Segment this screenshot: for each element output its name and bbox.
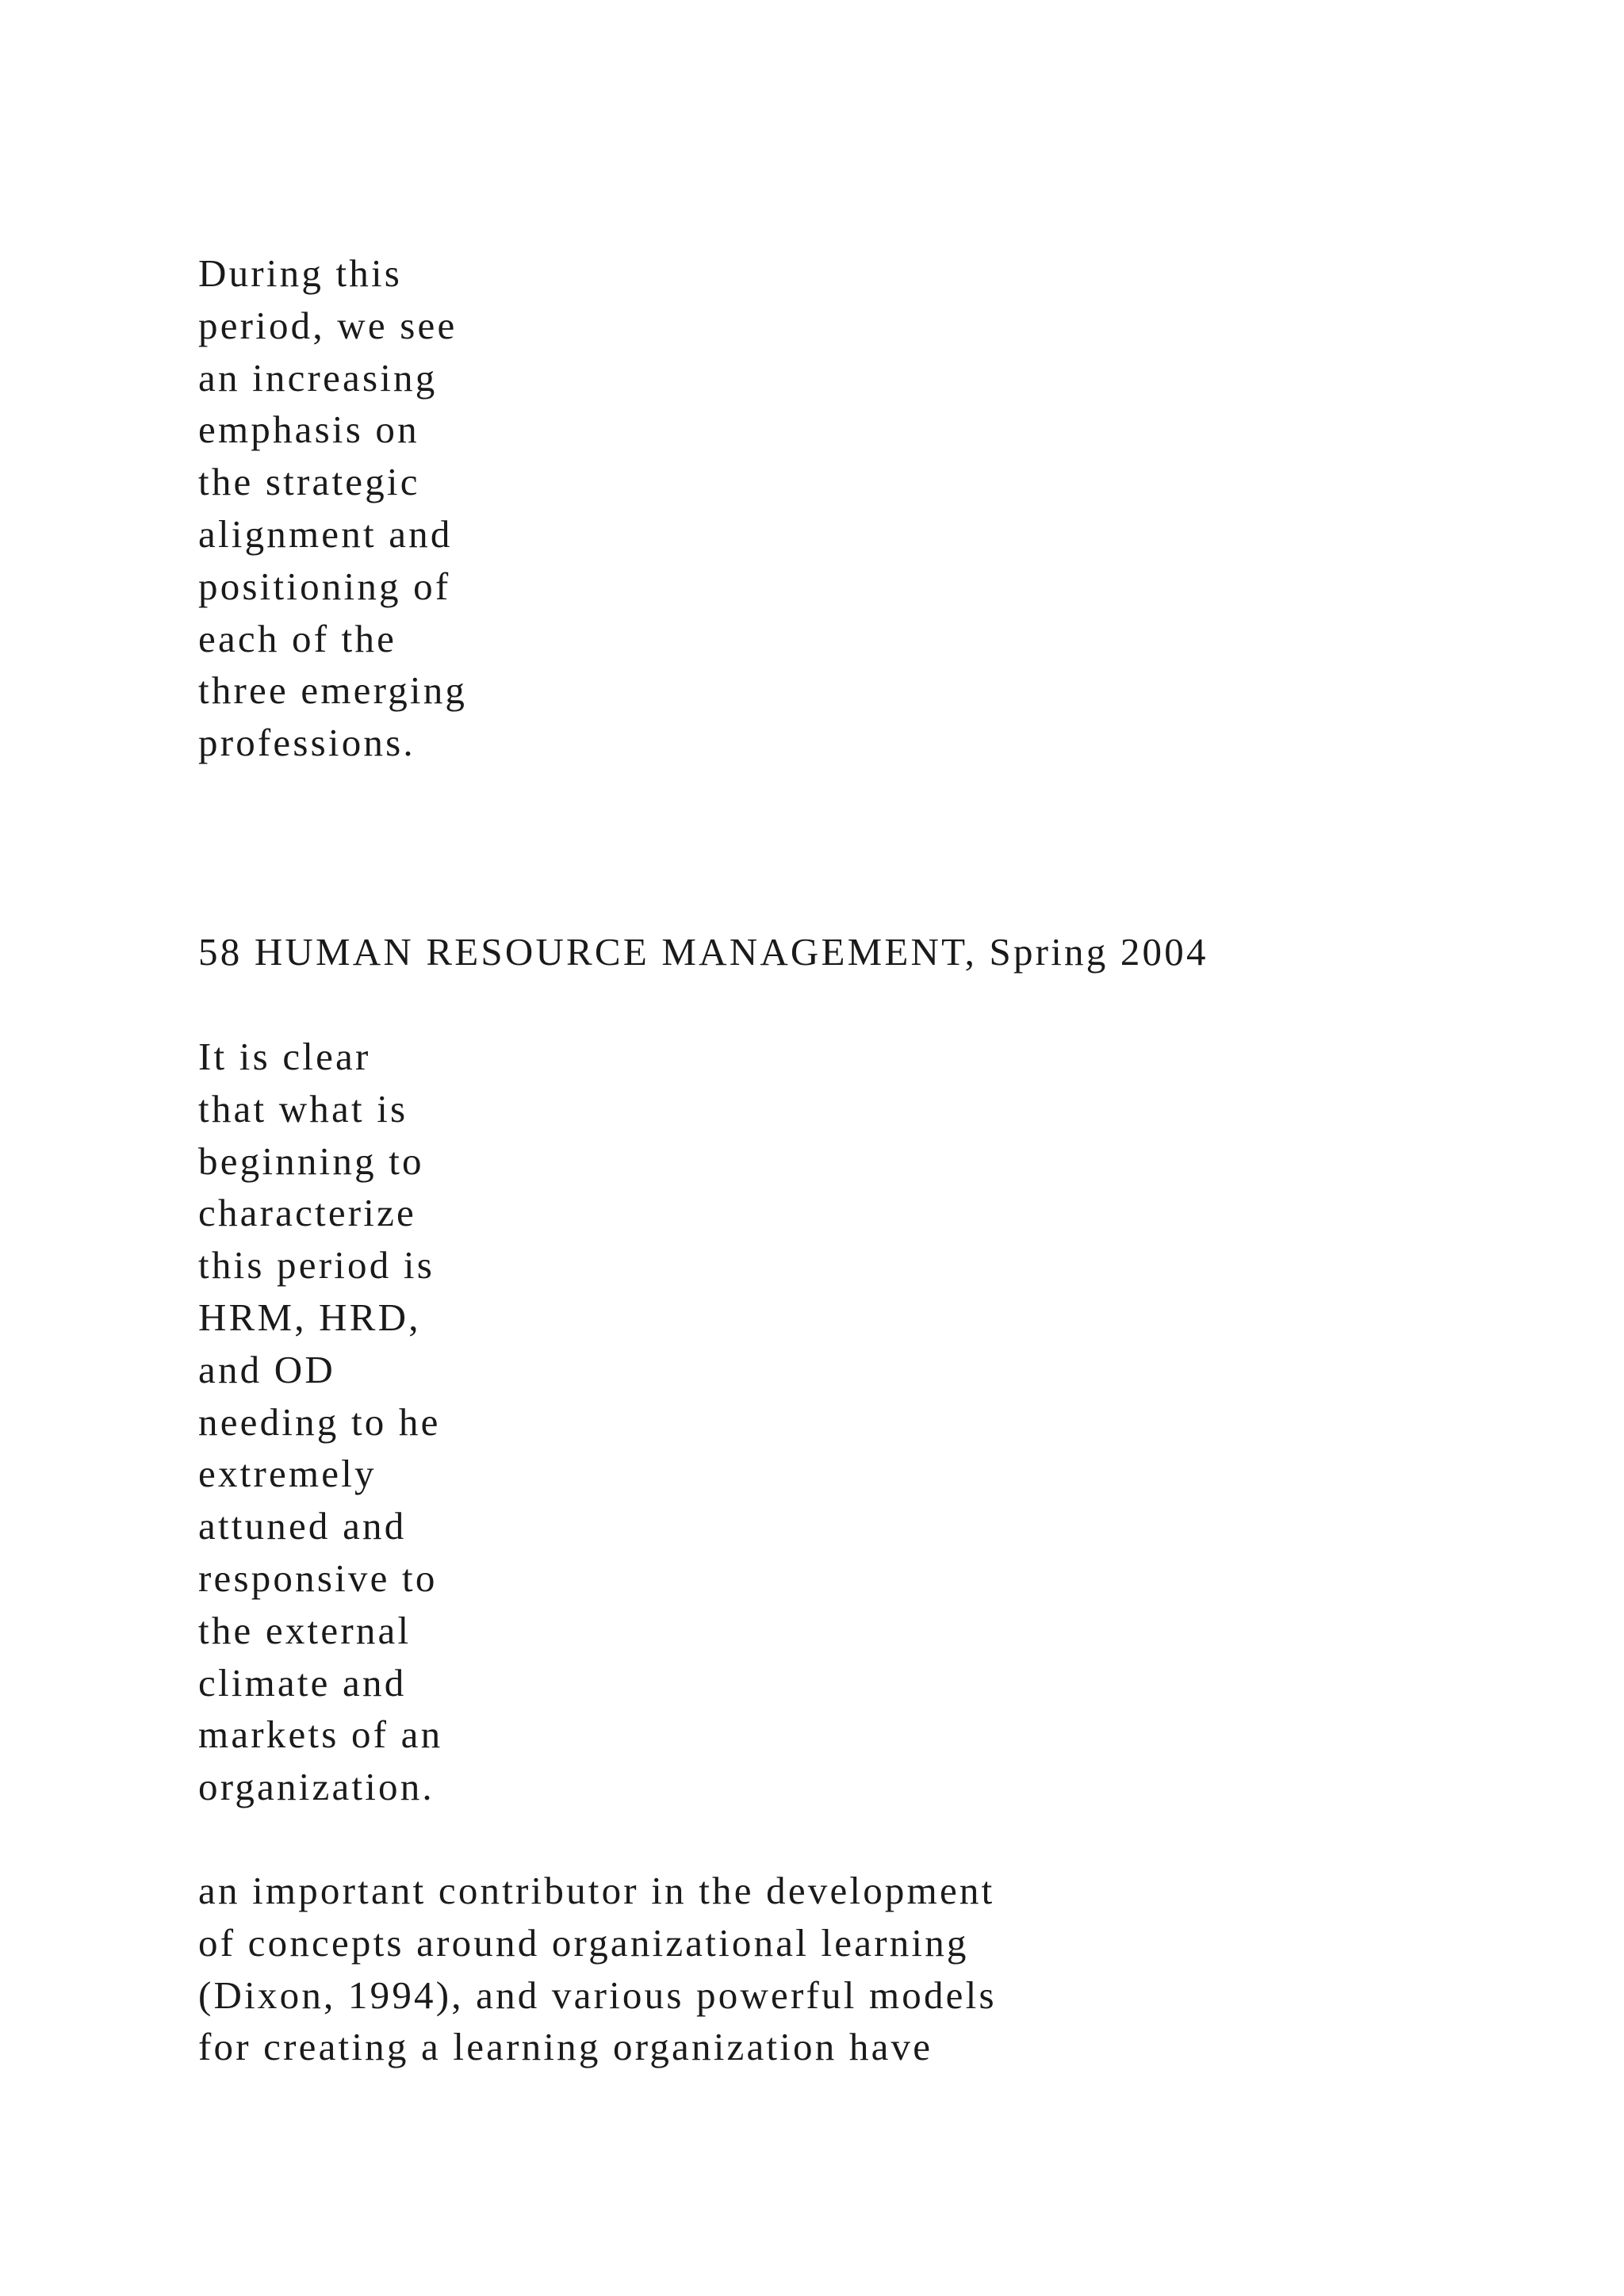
text-line: emphasis on (198, 408, 419, 452)
text-line: the strategic (198, 460, 420, 504)
text-line: professions. (198, 721, 416, 765)
text-line: of concepts around organizational learning (198, 1920, 969, 1965)
running-head (198, 926, 1208, 978)
pull-quote-strategic-alignment (198, 247, 467, 769)
text-line: each of the (198, 616, 397, 660)
text-line: HRM, HRD, (198, 1295, 421, 1339)
text-line: characterize (198, 1191, 417, 1235)
text-line: needing to he (198, 1399, 441, 1444)
text-line: markets of an (198, 1712, 443, 1757)
text-line: an increasing (198, 355, 438, 400)
text-line: (Dixon, 1994), and various powerful models (198, 1973, 997, 2017)
text-line: this period is (198, 1243, 435, 1288)
text-line: beginning to (198, 1138, 424, 1183)
text-line: the external (198, 1608, 412, 1652)
body-paragraph (198, 1865, 997, 2073)
text-line: extremely (198, 1452, 377, 1496)
text-line: It is clear (198, 1035, 371, 1078)
text-line: attuned and (198, 1504, 407, 1548)
text-line: alignment and (198, 511, 453, 556)
text-line: organization. (198, 1765, 435, 1809)
text-line: period, we see (198, 303, 458, 347)
text-line: During this (198, 251, 403, 295)
text-line: three emerging (198, 668, 468, 713)
text-line: that what is (198, 1086, 408, 1131)
text-line: an important contributor in the development (198, 1869, 995, 1912)
text-line: responsive to (198, 1556, 438, 1600)
text-line: for creating a learning organization have (198, 2025, 933, 2069)
running-head-text: 58 HUMAN RESOURCE MANAGEMENT, Spring 2004 (198, 930, 1208, 974)
text-line: and OD (198, 1347, 335, 1391)
pull-quote-external-climate (198, 1031, 442, 1813)
text-line: climate and (198, 1660, 407, 1705)
text-line: positioning of (198, 564, 451, 608)
